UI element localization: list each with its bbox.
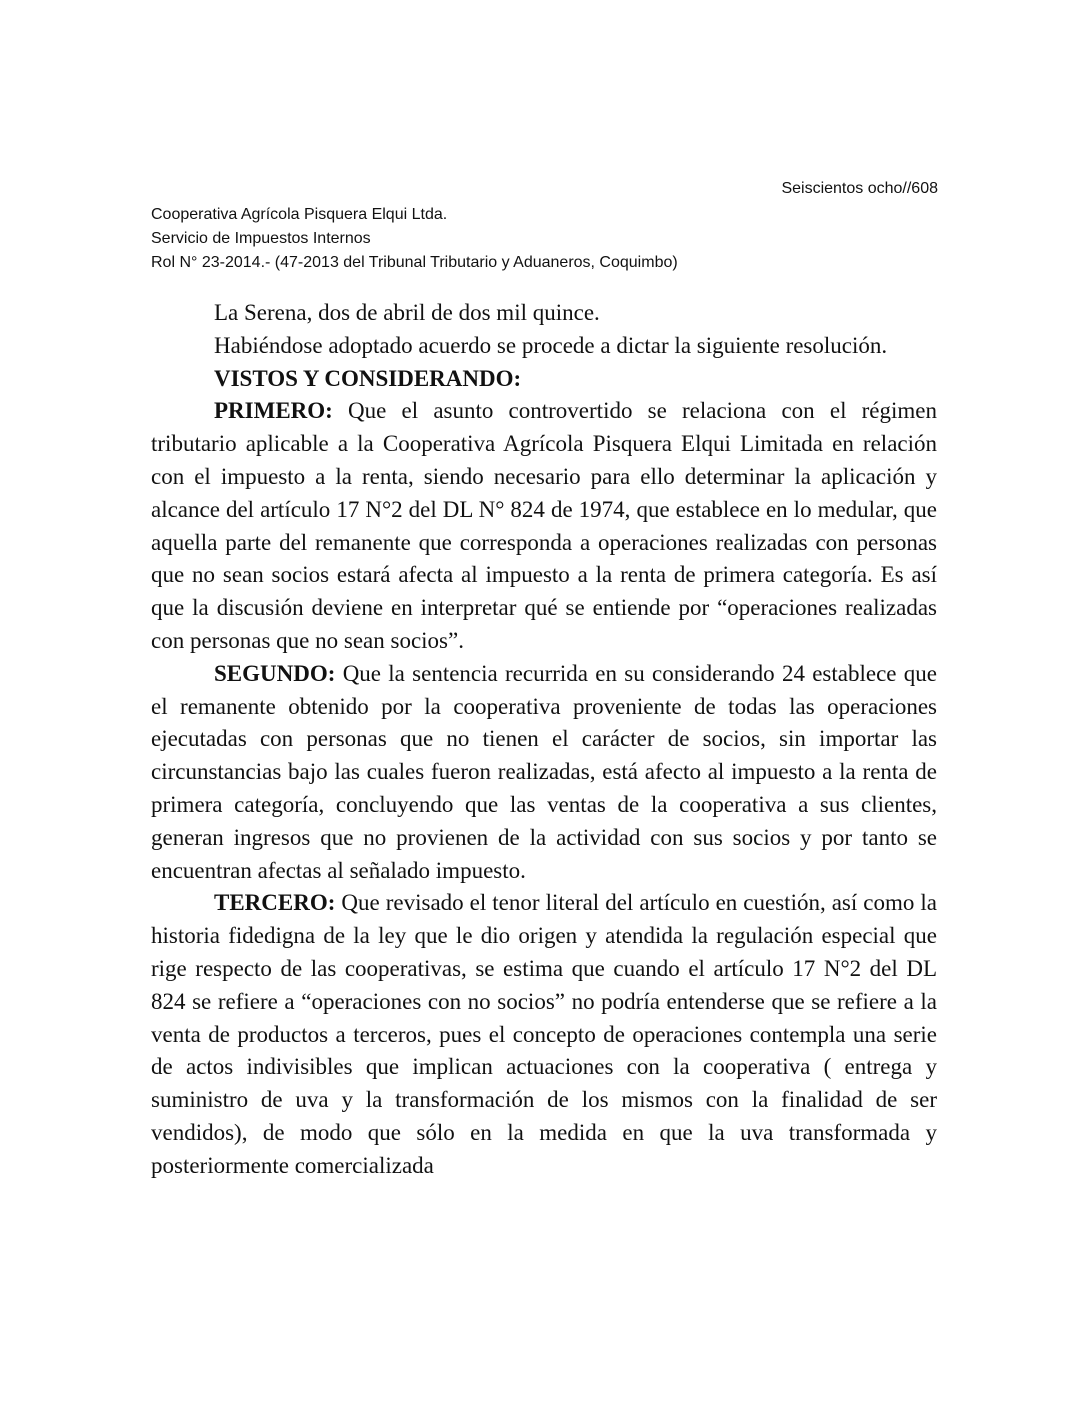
vistos-heading xyxy=(151,363,937,396)
resolution-body xyxy=(151,297,937,1183)
segundo-paragraph xyxy=(151,658,937,888)
tercero-text: Que revisado el tenor literal del artículo en cuestión, así como la historia fidedigna de la ley que le dio origen y atendida la regulación especial que rige respecto de las cooperativas, se estima que cuando el artículo 17 N°2 del DL 824 se refiere a “operaciones con no socios” no podría entenderse que se refiere a la venta de productos a terceros, pues el concepto de operaciones contempla una serie de actos indivisibles que implican actuaciones con la cooperativa ( entrega y suministro de uva y la transformación de los mismos con la finalidad de ser vendidos), de modo que sólo en la medida en que la uva transformada y posteriormente comercializada xyxy=(151,890,937,1178)
date-line: La Serena, dos de abril de dos mil quince. xyxy=(214,300,600,325)
header-counterparty-line: Servicio de Impuestos Internos xyxy=(151,230,371,247)
case-header xyxy=(151,203,678,275)
primero-label: PRIMERO: xyxy=(214,398,333,424)
primero-paragraph xyxy=(151,395,937,657)
vistos-heading-text: VISTOS Y CONSIDERANDO: xyxy=(214,365,522,391)
header-party-line: Cooperativa Agrícola Pisquera Elqui Ltda. xyxy=(151,206,448,223)
primero-text: Que el asunto controvertido se relaciona con el régimen tributario aplicable a la Cooperativa Agrícola Pisquera Elqui Limitada en relación con el impuesto a la renta, siendo necesario para ello determinar la aplicación y alcance del artículo 17 N°2 del DL N° 824 de 1974, que establece en lo medular, que aquella parte del remanente que corresponda a operaciones realizadas con personas que no sean socios estará afecta al impuesto a la renta de primera categoría. Es así que la discusión deviene en interpretar qué se entiende por “operaciones realizadas con personas que no sean socios”. xyxy=(151,398,937,653)
header-rol-line: Rol N° 23-2014.- (47-2013 del Tribunal Tributario y Aduaneros, Coquimbo) xyxy=(151,254,678,271)
page-folio: Seiscientos ocho//608 xyxy=(781,180,938,197)
segundo-label: SEGUNDO: xyxy=(214,660,336,686)
intro-paragraph: Habiéndose adoptado acuerdo se procede a dictar la siguiente resolución. xyxy=(214,332,888,358)
tercero-paragraph xyxy=(151,887,937,1182)
tercero-label: TERCERO: xyxy=(214,890,336,916)
segundo-text: Que la sentencia recurrida en su considerando 24 establece que el remanente obtenido por la cooperativa proveniente de todas las operaciones ejecutadas con personas que no tienen el carácter de socios, sin importar las circunstancias bajo las cuales fueron realizadas, está afecto al impuesto a la renta de primera categoría, concluyendo que las ventas de la cooperativa a sus clientes, generan ingresos que no provienen de la actividad con sus socios y por tanto se encuentran afectas al señalado impuesto. xyxy=(151,660,937,883)
